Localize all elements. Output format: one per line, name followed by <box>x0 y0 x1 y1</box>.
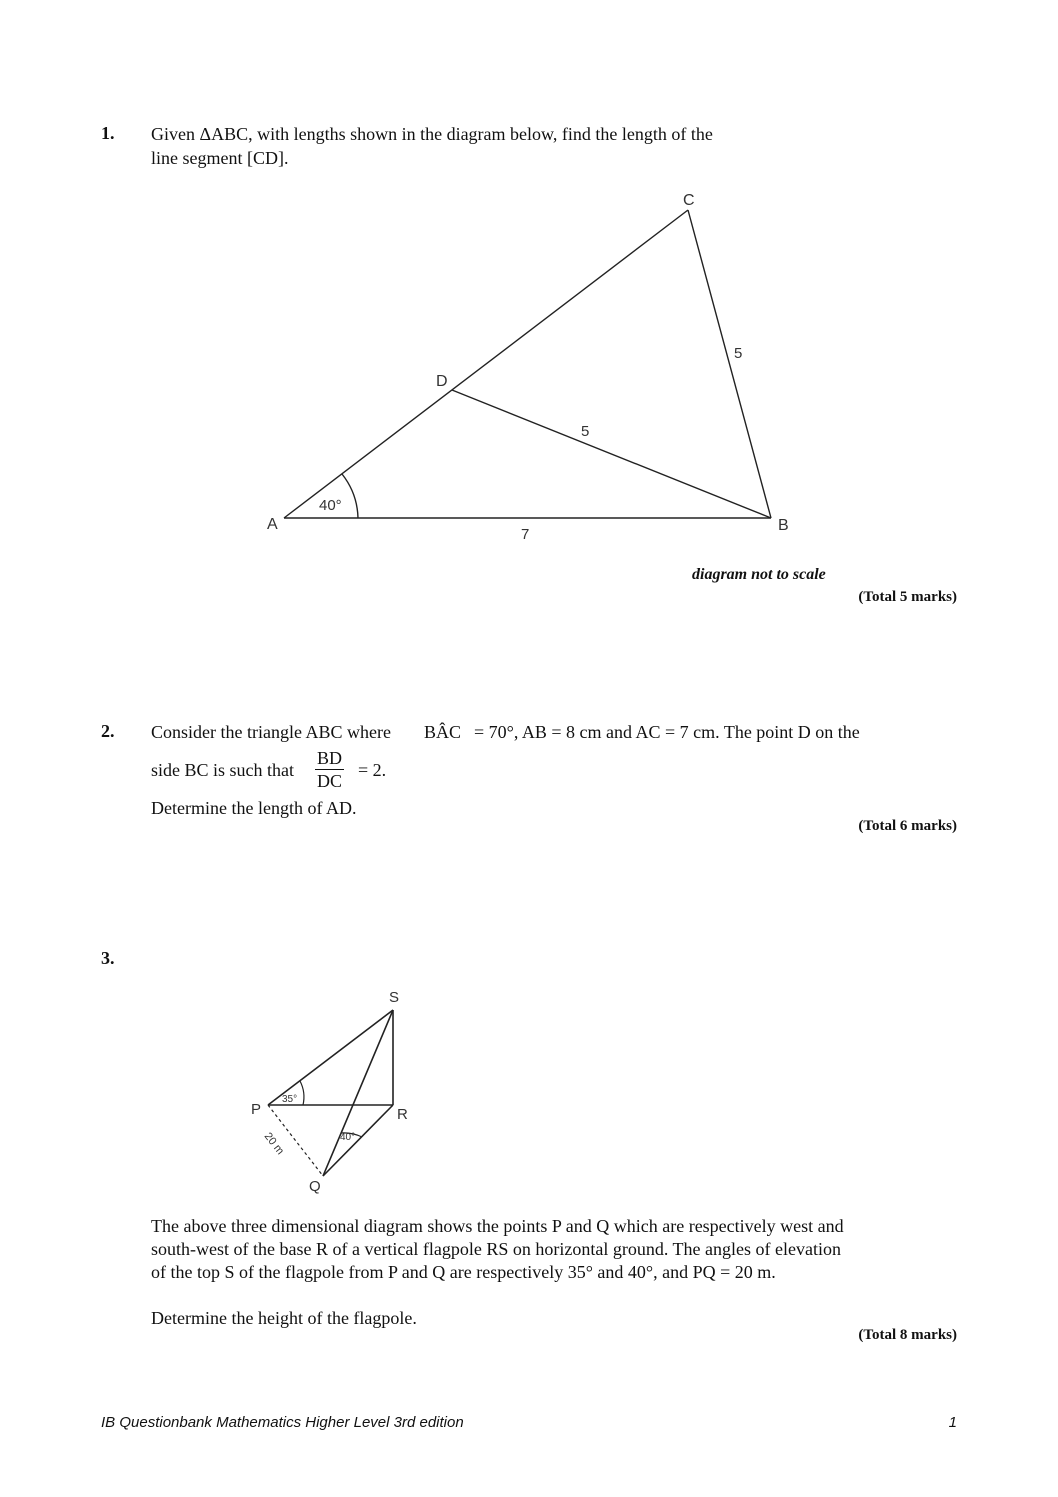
question-3-para1-line1: The above three dimensional diagram shows the points P and Q which are respectively west and <box>151 1216 844 1236</box>
footer-page-number: 1 <box>948 1414 957 1431</box>
side-ac <box>284 210 688 518</box>
angle-p-label: 35° <box>282 1094 298 1105</box>
line-qs <box>323 1010 393 1176</box>
segment-db <box>452 390 771 518</box>
length-bd-label: 5 <box>581 423 590 440</box>
label-a: A <box>267 516 278 533</box>
label-b: B <box>778 517 789 534</box>
triangle-abc-diagram <box>0 0 1058 620</box>
side-bc <box>688 210 771 518</box>
question-3-para1-line2: south-west of the base R of a vertical flagpole RS on horizontal ground. The angles of elevation <box>151 1239 841 1259</box>
label-c: C <box>683 192 695 209</box>
question-2-fraction <box>315 747 344 792</box>
length-ab-label: 7 <box>521 526 530 543</box>
question-3-number: 3. <box>101 948 115 968</box>
question-2-number: 2. <box>101 721 115 741</box>
footer-title: IB Questionbank Mathematics Higher Level 3rd edition <box>101 1414 464 1431</box>
line-qr <box>323 1105 393 1176</box>
angle-arc-p <box>300 1081 304 1105</box>
fraction-numerator: BD <box>317 748 343 768</box>
distance-pq-label: 20 m <box>261 1130 287 1158</box>
length-bc-label: 5 <box>734 345 743 362</box>
question-3-para2: Determine the height of the flagpole. <box>151 1308 417 1328</box>
question-2-line2-b: = 2. <box>358 760 387 780</box>
question-1-number: 1. <box>101 123 115 143</box>
label-d: D <box>436 373 448 390</box>
question-3-para1-line3: of the top S of the flagpole from P and Q are respectively 35° and 40°, and PQ = 20 m. <box>151 1262 776 1282</box>
label-p: P <box>251 1101 262 1118</box>
question-3-marks: (Total 8 marks) <box>858 1327 957 1343</box>
label-q: Q <box>309 1178 321 1195</box>
question-2-line1-b: = 70°, AB = 8 cm and AC = 7 cm. The point D on the <box>474 722 860 742</box>
question-1-text-line2: line segment [CD]. <box>151 148 289 168</box>
question-2-line2-a: side BC is such that <box>151 760 294 780</box>
flagpole-3d-diagram <box>0 980 1058 1200</box>
line-ps <box>268 1010 393 1105</box>
question-1-marks: (Total 5 marks) <box>858 589 957 605</box>
angle-q-label: 40° <box>340 1132 356 1143</box>
question-1-text-line1: Given ΔABC, with lengths shown in the diagram below, find the length of the <box>151 124 713 144</box>
question-2-angle: BÂC <box>424 722 462 742</box>
angle-a-label: 40° <box>319 497 342 514</box>
label-r: R <box>397 1106 408 1123</box>
fraction-denominator: DC <box>317 771 343 791</box>
angle-arc-a <box>342 474 358 518</box>
label-s: S <box>389 989 400 1006</box>
question-2-line3: Determine the length of AD. <box>151 798 357 818</box>
question-2-line1-a: Consider the triangle ABC where <box>151 722 391 742</box>
question-2-marks: (Total 6 marks) <box>858 818 957 834</box>
diagram-note: diagram not to scale <box>692 566 826 583</box>
